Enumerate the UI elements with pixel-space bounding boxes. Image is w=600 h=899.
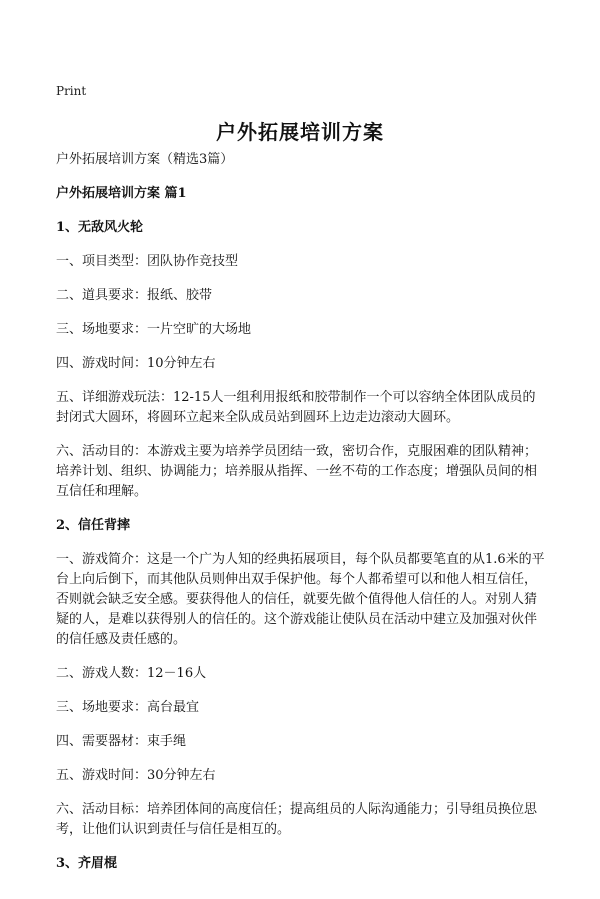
section-heading: 2、信任背摔 xyxy=(56,518,131,533)
part-heading: 户外拓展培训方案 篇1 xyxy=(56,186,187,201)
document-subtitle: 户外拓展培训方案（精选3篇） xyxy=(56,152,234,167)
paragraph: 四、需要器材：束手绳 xyxy=(56,734,187,749)
paragraph: 五、详细游戏玩法：12-15人一组利用报纸和胶带制作一个可以容纳全体团队成员的封闭式大圆环，将圆环立起来全队成员站到圆环上边走边滚动大圆环。 xyxy=(56,390,536,425)
paragraph: 四、游戏时间：10分钟左右 xyxy=(56,356,216,371)
paragraph: 一、游戏简介：这是一个广为人知的经典拓展项目，每个队员都要笔直的从1.6米的平台上向后倒下，而其他队员则伸出双手保护他。每个人都希望可以和他人相互信任，否则就会缺乏安全感。要获得他人的信任，就要先做个值得他人信任的人。对别人猜疑的人，是难以获得别人的信任的。这个游戏能让使队员在活动中建立及加强对伙伴的信任感及责任感的。 xyxy=(56,552,545,647)
document-title: 户外拓展培训方案 xyxy=(216,120,384,144)
paragraph: 二、游戏人数：12－16人 xyxy=(56,666,207,681)
paragraph: 六、活动目的：本游戏主要为培养学员团结一致，密切合作，克服困难的团队精神；培养计划、组织、协调能力；培养服从指挥、一丝不苟的工作态度；增强队员间的相互信任和理解。 xyxy=(56,444,538,499)
paragraph: 三、场地要求：高台最宜 xyxy=(56,700,200,715)
section-heading: 1、无敌风火轮 xyxy=(56,220,144,235)
paragraph: 三、场地要求：一片空旷的大场地 xyxy=(56,322,252,337)
print-label: Print xyxy=(56,84,87,98)
section-heading: 3、齐眉棍 xyxy=(56,856,118,871)
paragraph: 二、道具要求：报纸、胶带 xyxy=(56,288,213,303)
paragraph: 六、活动目标：培养团体间的高度信任；提高组员的人际沟通能力；引导组员换位思考，让他们认识到责任与信任是相互的。 xyxy=(56,802,538,837)
document-body xyxy=(56,150,548,888)
paragraph: 五、游戏时间：30分钟左右 xyxy=(56,768,216,783)
paragraph: 一、项目类型：团队协作竞技型 xyxy=(56,254,239,269)
